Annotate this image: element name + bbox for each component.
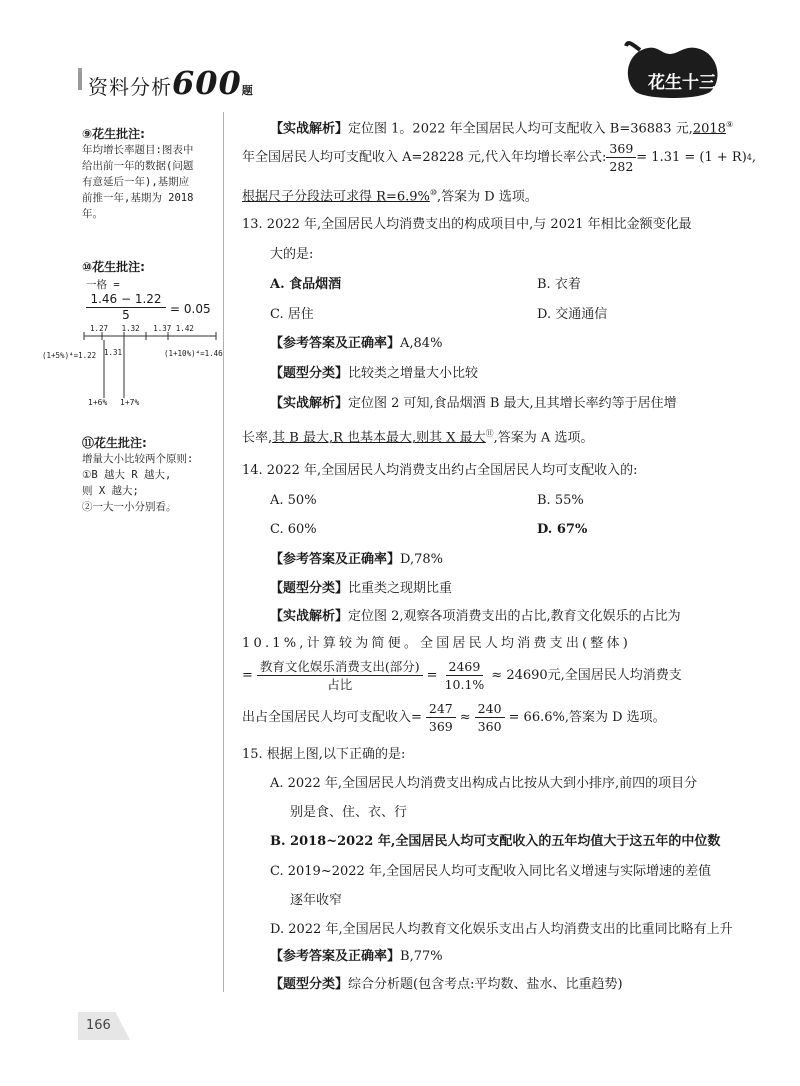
q13-analysis-2: 长率,其 B 最大,R 也基本最大,则其 X 最大⑪,答案为 A 选项。 bbox=[242, 429, 594, 446]
q13-stem-1: 13. 2022 年,全国居民人均消费支出的构成项目中,与 2021 年相比金额变化最 bbox=[242, 217, 692, 232]
q14-option-a: A. 50% bbox=[270, 493, 317, 508]
q13-option-c: C. 居住 bbox=[270, 307, 314, 322]
q14-option-d: D. 67% bbox=[537, 522, 588, 537]
q13-analysis-1: 【实战解析】定位图 2 可知,食品烟酒 B 最大,且其增长率约等于居住增 bbox=[270, 396, 677, 411]
ruler-mid-label: 1.31 bbox=[104, 348, 123, 357]
q15-stem: 15. 根据上图,以下正确的是: bbox=[242, 747, 406, 762]
ruler-left-label: (1+5%)⁴=1.22 bbox=[42, 351, 97, 360]
frac-240-360: $\frac{240}{360}$ bbox=[475, 700, 505, 735]
q14-option-c: C. 60% bbox=[270, 522, 317, 537]
note-10-fraction: 1.46 − 1.22 5 bbox=[86, 292, 166, 322]
ruler-right-label: (1+10%)⁴=1.46 bbox=[164, 349, 223, 358]
frac-part-ratio: $\frac{\text{教育文化娱乐消费支出(部分)}}{\text{占比}}$ bbox=[257, 658, 423, 693]
note-10-intro: 一格 = bbox=[86, 279, 120, 291]
q15-option-b: B. 2018~2022 年,全国居民人均可支配收入的五年均值大于这五年的中位数 bbox=[270, 834, 721, 849]
frac-247-369: $\frac{247}{369}$ bbox=[426, 700, 456, 735]
header-bar bbox=[78, 68, 82, 90]
brand-name: 花生十三 bbox=[648, 73, 716, 93]
frac-value: $\frac{2469}{10.1\%}$ bbox=[444, 659, 485, 692]
book-number: 600 bbox=[172, 64, 242, 102]
q15-type: 【题型分类】综合分析题(包含考点:平均数、盐水、比重趋势) bbox=[270, 977, 623, 992]
column-divider bbox=[223, 112, 224, 992]
q12-analysis-line3: 根据尺子分段法可求得 R=6.9%⑩,答案为 D 选项。 bbox=[242, 188, 538, 205]
q14-analysis-4: 出占全国居民人均可支配收入= $\frac{247}{369}$ ≈ $\frac{240}{360}$ = 66.6%,答案为 D 选项。 bbox=[242, 701, 666, 734]
note-9-title: ⑨花生批注: bbox=[82, 127, 145, 141]
q14-stem: 14. 2022 年,全国居民人均消费支出约占全国居民人均可支配收入的: bbox=[242, 463, 638, 478]
ruler-bottom-a: 1+6% bbox=[88, 398, 108, 407]
growth-fraction: $\frac{369}{282}$ bbox=[606, 140, 636, 175]
q14-analysis-2: 10.1%,计算较为简便。全国居民人均消费支出(整体) bbox=[242, 636, 631, 651]
q13-option-d: D. 交通通信 bbox=[537, 307, 608, 322]
q15-option-a-2: 别是食、住、衣、行 bbox=[290, 805, 408, 820]
q13-answer: 【参考答案及正确率】A,84% bbox=[270, 336, 443, 351]
q14-type: 【题型分类】比重类之现期比重 bbox=[270, 581, 453, 596]
q14-answer: 【参考答案及正确率】D,78% bbox=[270, 552, 444, 567]
page-number: 166 bbox=[86, 1018, 111, 1033]
q15-option-c-1: C. 2019~2022 年,全国居民人均可支配收入同比名义增速与实际增速的差值 bbox=[270, 864, 712, 879]
q13-stem-2: 大的是: bbox=[270, 247, 314, 262]
q14-equation: = $\frac{\text{教育文化娱乐消费支出(部分)}}{\text{占比}}$ = $\frac{2469}{10.1\%}$ ≈ 24690元,全国居民人均消费支 bbox=[242, 659, 682, 692]
ruler-ticks: 1.27 1.32 1.37 1.42 bbox=[90, 324, 194, 333]
book-title: 资料分析600题 bbox=[88, 64, 254, 102]
q13-option-a: A. 食品烟酒 bbox=[270, 277, 342, 292]
note-11: ⑪花生批注: 增量大小比较两个原则: ①B 越大 R 越大, 则 X 越大; ②一大一小分别看。 bbox=[82, 435, 217, 515]
note-10-title: ⑩花生批注: bbox=[82, 260, 145, 274]
q13-type: 【题型分类】比较类之增量大小比较 bbox=[270, 366, 479, 381]
q15-answer: 【参考答案及正确率】B,77% bbox=[270, 949, 443, 964]
q14-option-b: B. 55% bbox=[537, 493, 584, 508]
ruler-bottom-b: 1+7% bbox=[120, 398, 140, 407]
q15-option-a-1: A. 2022 年,全国居民人均消费支出构成占比按从大到小排序,前四的项目分 bbox=[270, 776, 698, 791]
q15-option-d: D. 2022 年,全国居民人均教育文化娱乐支出占人均消费支出的比重同比略有上升 bbox=[270, 922, 733, 937]
q12-analysis-line2: 年全国居民人均可支配收入 A=28228 元,代入年均增长率公式: $\frac{369}{282}$ = 1.31 = (1 + R) 4 , bbox=[242, 141, 757, 174]
note-11-title: ⑪花生批注: bbox=[82, 436, 147, 450]
q13-option-b: B. 衣着 bbox=[537, 277, 581, 292]
q14-analysis-1: 【实战解析】定位图 2,观察各项消费支出的占比,教育文化娱乐的占比为 bbox=[270, 609, 681, 624]
note-10-result: = 0.05 bbox=[170, 302, 211, 316]
q12-analysis-line1: 【实战解析】定位图 1。2022 年全国居民人均可支配收入 B=36883 元,2018⑨ bbox=[270, 120, 734, 137]
q15-option-c-2: 逐年收窄 bbox=[290, 893, 343, 908]
note-9: ⑨花生批注: 年均增长率题目:图表中 给出前一年的数据(问题 有意延后一年),基期应 前推一年,基期为 2018 年。 bbox=[82, 126, 217, 222]
